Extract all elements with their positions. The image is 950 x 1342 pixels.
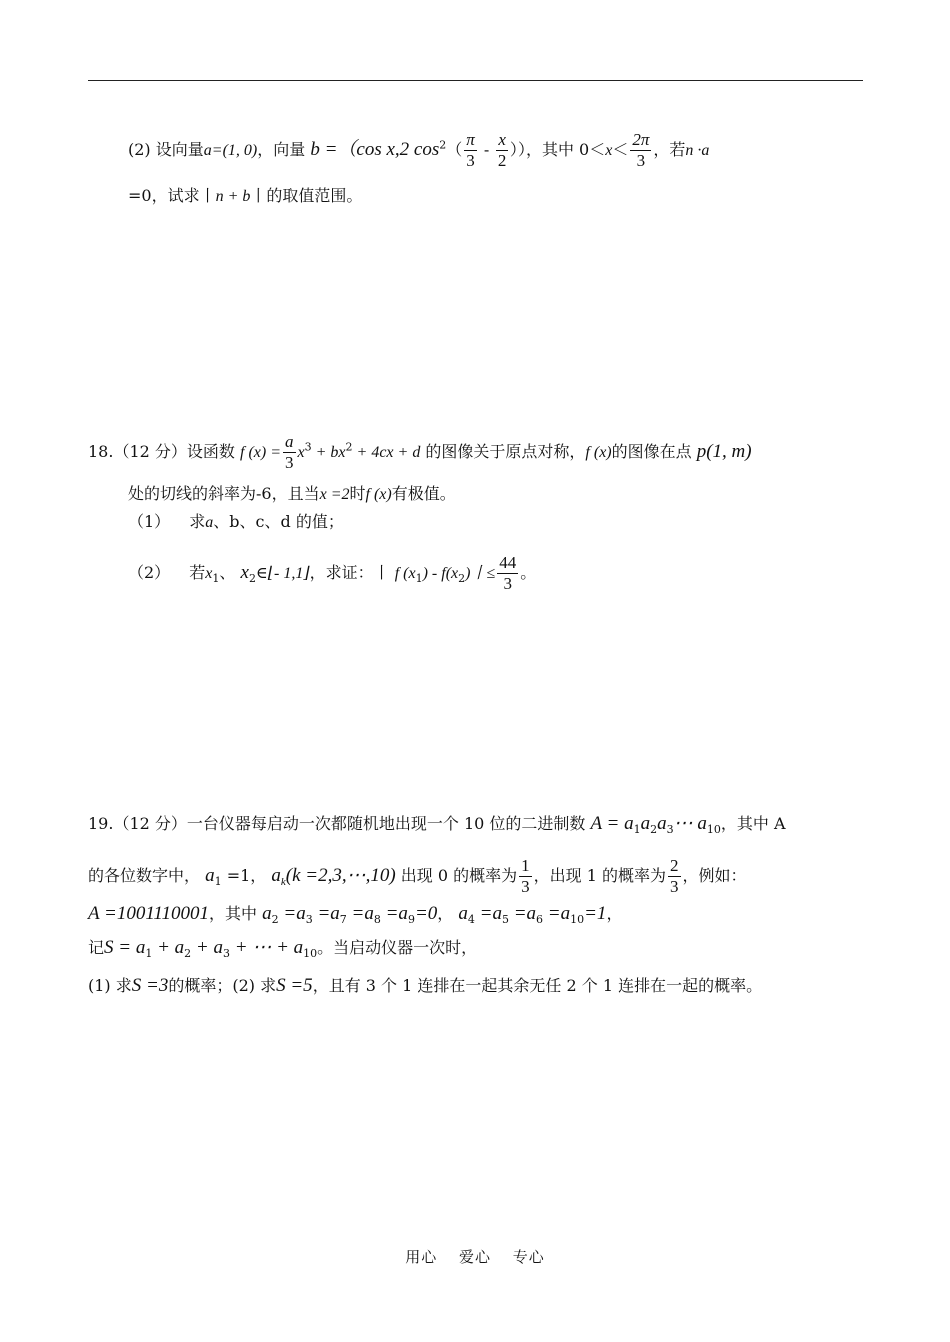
fraction-44-over-3: $\frac{44}{3}$ xyxy=(499,553,517,593)
q18-line1: 18.（12 分）设函数 f (x) = $\frac{a}{3}$ $x^3 + bx^2 + 4cx + d$ 的图像关于原点对称，f (x)的图像在点 p(1, m) xyxy=(88,432,752,472)
fraction-a-over-3: $\frac{a}{3}$ xyxy=(285,432,294,472)
fraction-two-thirds: $\frac{2}{3}$ xyxy=(670,856,679,896)
fraction-one-third: $\frac{1}{3}$ xyxy=(521,856,530,896)
q17-part2-line2: =0，试求丨n + b丨的取值范围。 xyxy=(128,186,363,205)
q18-part2: （2） 若$x_1$、 $x_2\in⌊-$ 1,1⌋，求证：丨 f $(x_1) - f(x_2)$丨≤ $\frac{44}{3}$ 。 xyxy=(128,553,537,593)
q17-part2-line1: (2) 设向量a=(1, 0)，向量 b =（cos x,2 $\cos^2$（ $\frac{\pi}{3}$ - $\frac{x}{2}$ ）），其中 0＜x＜ $\frac{2\pi}{3}$ ，若n ·a xyxy=(128,130,710,170)
header-rule xyxy=(88,80,863,81)
q19-line5: (1) 求S =3的概率；(2) 求S =5，且有 3 个 1 连排在一起其余无任 2 个 1 连排在一起的概率。 xyxy=(88,975,763,996)
fraction-x-over-2: $\frac{x}{2}$ xyxy=(497,130,507,170)
vector-b-expr: b =（cos x,2 cos xyxy=(310,139,440,160)
fraction-2pi-over-3: $\frac{2\pi}{3}$ xyxy=(632,130,650,170)
q18-part1: （1） 求a、b、c、d 的值； xyxy=(128,512,344,531)
q19-line2: 的各位数字中， $a_1 =1$， $a_k(k$ =2,3,⋯,10) 出现 0 的概率为 $\frac{1}{3}$ ，出现 1 的概率为 $\frac{2}{3}$ ，例如： xyxy=(88,856,747,896)
q19-line3: A =1001110001，其中 $a_2 =a_3 =a_7 =a_8 =a_9=0$， $a_4 =a_5 =a_6 =a_{10}=1$， xyxy=(88,903,623,927)
q19-line4: 记$S = a_1 + a_2 + a_3$ + ⋯ + $a_{10}$。当启动仪器一次时， xyxy=(88,937,478,961)
q18-line2: 处的切线的斜率为-6，且当x =2时f (x)有极值。 xyxy=(128,484,456,503)
fraction-pi-over-3: $\frac{\pi}{3}$ xyxy=(466,130,475,170)
q19-line1: 19.（12 分）一台仪器每启动一次都随机地出现一个 10 位的二进制数 $A = a_1a_2a_3\cdots$ $a_{10}$，其中 A xyxy=(88,813,786,837)
page-footer: 用心 爱心 专心 xyxy=(405,1248,545,1266)
